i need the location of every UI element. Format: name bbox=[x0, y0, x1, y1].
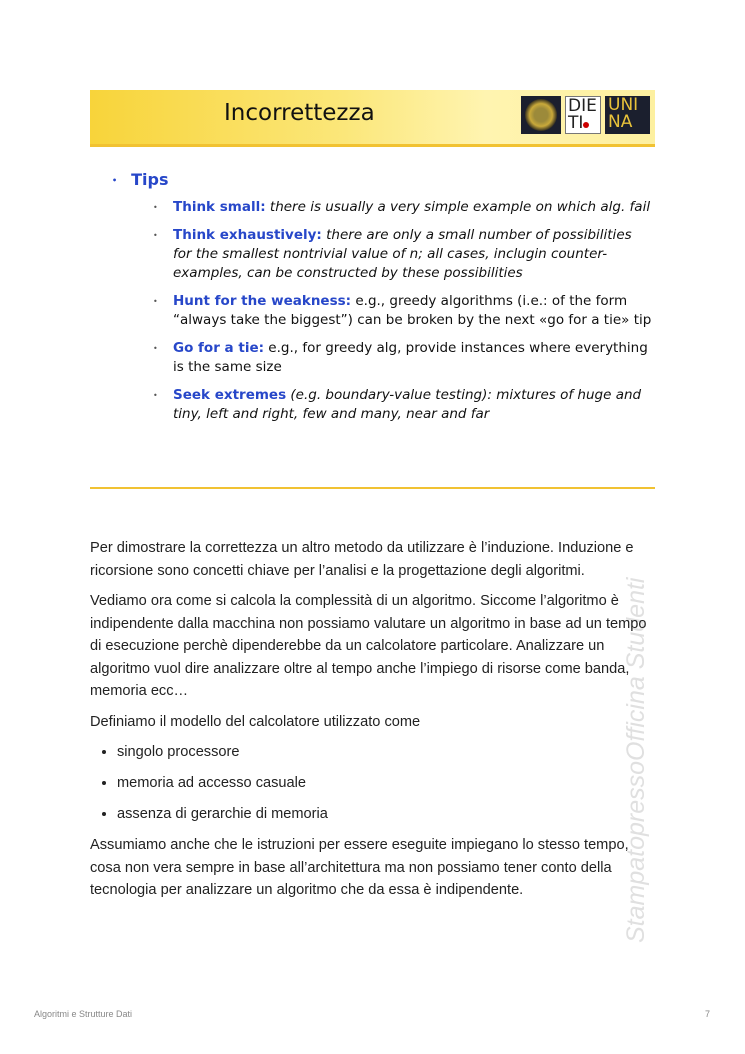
tip-desc: there are only a small number of possibilities for the smallest nontrivial value of n; all cases, inclugin counter-examples, can be constructed by these possibilities bbox=[173, 227, 632, 281]
university-seal-logo bbox=[521, 96, 561, 134]
unina-logo-top: UNI bbox=[608, 95, 639, 115]
tip-item bbox=[153, 292, 652, 330]
bullet-icon: • bbox=[153, 231, 158, 240]
tip-desc: (e.g. boundary-value testing): mixtures of huge and tiny, left and right, few and many, near and far bbox=[173, 387, 642, 422]
tip-key: Think exhaustively: bbox=[173, 227, 322, 243]
tip-item bbox=[153, 198, 652, 217]
paragraph: Definiamo il modello del calcolatore utilizzato come bbox=[90, 713, 421, 730]
dieti-logo-bottom: TI bbox=[568, 113, 584, 133]
list-item: • singolo processore bbox=[117, 741, 660, 764]
watermark: StampatopressoOfficina Studenti bbox=[622, 577, 650, 943]
body-text bbox=[90, 537, 660, 910]
bullet-icon: • bbox=[153, 391, 158, 400]
footer-title: Algoritmi e Strutture Dati bbox=[34, 1009, 133, 1019]
bullet-icon: • bbox=[153, 203, 158, 212]
tip-desc: there is usually a very simple example on which alg. fail bbox=[265, 199, 651, 215]
tips-section bbox=[112, 170, 652, 424]
unina-logo-bottom: NA bbox=[608, 112, 633, 132]
tip-key: Hunt for the weakness: bbox=[173, 293, 352, 309]
page-number: 7 bbox=[705, 1009, 711, 1019]
paragraph: Per dimostrare la correttezza un altro metodo da utilizzare è l’induzione. Induzione e ricorsione sono concetti chiave per l’analisi e la progettazione degli algoritmi. bbox=[90, 540, 634, 579]
tip-desc: e.g., for greedy alg, provide instances where everything is the same size bbox=[173, 340, 648, 375]
tips-heading bbox=[112, 170, 652, 189]
dieti-logo-top: DIE bbox=[568, 96, 597, 116]
tips-heading-text: Tips bbox=[131, 170, 169, 189]
tip-item bbox=[153, 339, 652, 377]
bullet-icon: • bbox=[153, 344, 158, 353]
tip-key: Go for a tie: bbox=[173, 340, 265, 356]
bullet-icon: • bbox=[153, 297, 158, 306]
tip-item bbox=[153, 386, 652, 424]
list-item: • assenza di gerarchie di memoria bbox=[117, 803, 660, 826]
unina-logo bbox=[605, 96, 650, 134]
model-list bbox=[90, 741, 660, 826]
slide-title: Incorrettezza bbox=[224, 100, 375, 126]
tip-key: Think small: bbox=[173, 199, 266, 215]
paragraph: Assumiamo anche che le istruzioni per essere eseguite impiegano lo stesso tempo, cosa non vera sempre in base all’architettura ma non possiamo tener conto della tecnologia per analizzare un algoritmo che da essa è indipendente. bbox=[90, 837, 629, 898]
dieti-logo bbox=[565, 96, 601, 134]
tip-key: Seek extremes bbox=[173, 387, 287, 403]
bullet-icon: • bbox=[112, 176, 118, 185]
slide-divider bbox=[90, 487, 655, 489]
tip-desc: e.g., greedy algorithms (i.e.: of the form “always take the biggest”) can be broken by the next «go for a tie» tip bbox=[173, 293, 652, 328]
slide-header bbox=[90, 90, 655, 147]
paragraph: Vediamo ora come si calcola la complessità di un algoritmo. Siccome l’algoritmo è indipendente dalla macchina non possiamo valutare un algoritmo in base ad un tempo di esecuzione perchè dipenderebbe da un calcolatore particolare. Analizzare un algoritmo vuol dire analizzare oltre al tempo anche l’impiego di risorse come banda, memoria ecc… bbox=[90, 593, 647, 699]
list-item: • memoria ad accesso casuale bbox=[117, 772, 660, 795]
tip-item bbox=[153, 226, 652, 283]
